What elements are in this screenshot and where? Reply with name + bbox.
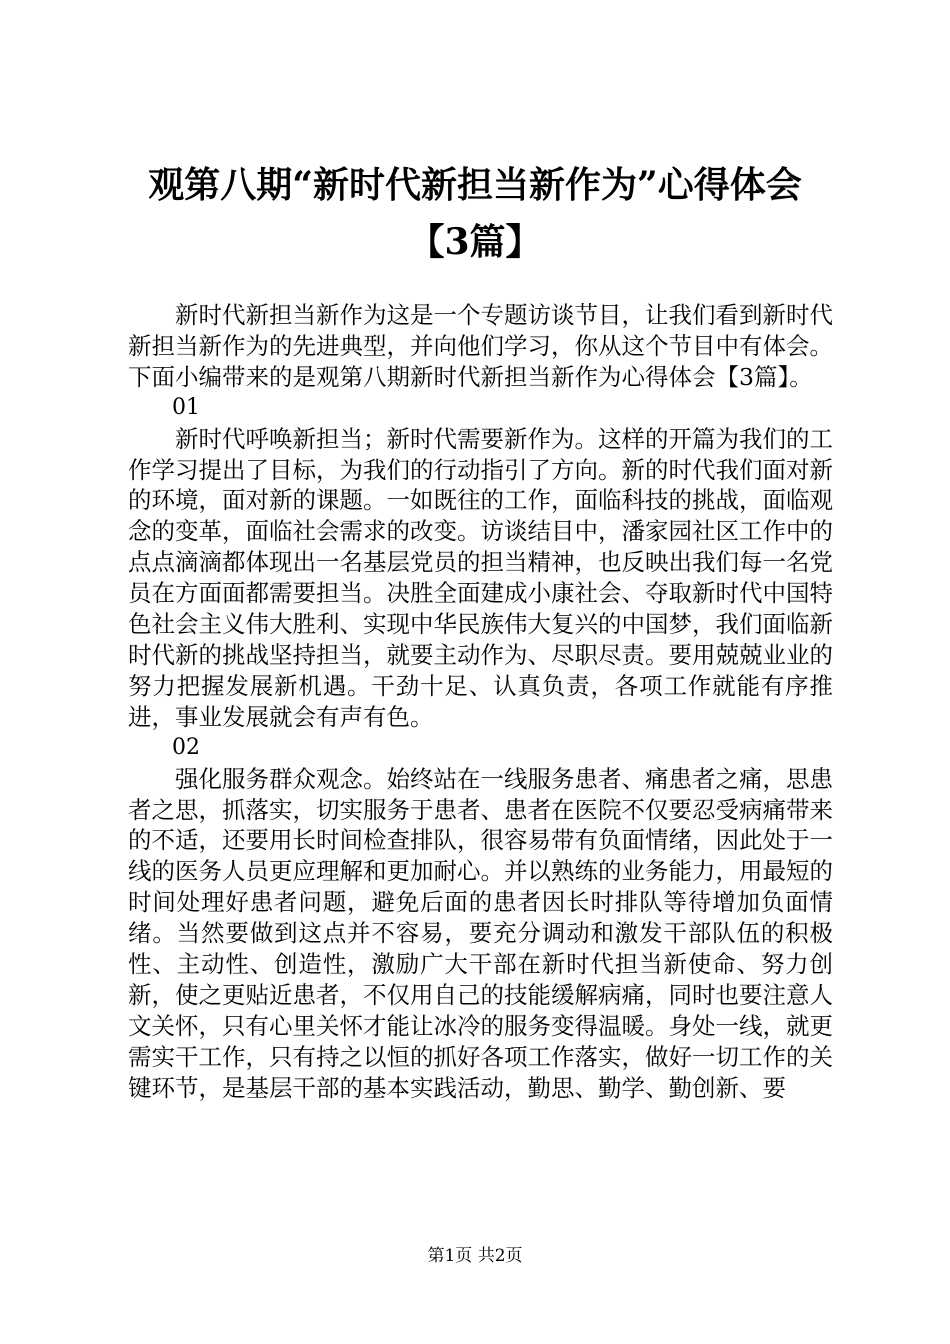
- section-number-02: 02: [172, 734, 200, 760]
- page-footer: [0, 1245, 950, 1267]
- section-02-paragraph: 强化服务群众观念。始终站在一线服务患者、痛患者之痛，思患者之思，抓落实，切实服务于患者、患者在医院不仅要忍受病痛带来的不适，还要用长时间检查排队，很容易带有负面情绪，因此处于一线的医务人员更应理解和更加耐心。并以熟练的业务能力，用最短的时间处理好患者问题，避免后面的患者因长时排队等待增加负面情绪。当然要做到这点并不容易，要充分调动和激发干部队伍的积极性、主动性、创造性，激励广大干部在新时代担当新使命、努力创新，使之更贴近患者，不仅用自己的技能缓解病痛，同时也要注意人文关怀，只有心里关怀才能让冰冷的服务变得温暖。身处一线，就更需实干工作，只有持之以恒的抓好各项工作落实，做好一切工作的关键环节，是基层干部的基本实践活动，勤思、勤学、勤创新、要: [128, 764, 833, 1102]
- page-total: 共2页: [477, 1246, 523, 1266]
- section-number-01: 01: [172, 394, 200, 420]
- page-title: 观第八期“新时代新担当新作为”心得体会: [148, 164, 802, 206]
- section-01-paragraph: 新时代呼唤新担当；新时代需要新作为。这样的开篇为我们的工作学习提出了目标，为我们的行动指引了方向。新的时代我们面对新的环境，面对新的课题。一如既往的工作，面临科技的挑战，面临观念的变革，面临社会需求的改变。访谈结目中，潘家园社区工作中的点点滴滴都体现出一名基层党员的担当精神，也反映出我们每一名党员在方面面都需要担当。决胜全面建成小康社会、夺取新时代中国特色社会主义伟大胜利、实现中华民族伟大复兴的中国梦，我们面临新时代新的挑战坚持担当，就要主动作为、尽职尽责。要用兢兢业业的努力把握发展新机遇。干劲十足、认真负责，各项工作就能有序推进，事业发展就会有声有色。: [128, 424, 833, 731]
- page-title-continued: 【3篇】: [408, 221, 542, 263]
- page-number: 第1页: [427, 1246, 473, 1266]
- intro-paragraph: 新时代新担当新作为这是一个专题访谈节目，让我们看到新时代新担当新作为的先进典型，并向他们学习，你从这个节目中有体会。下面小编带来的是观第八期新时代新担当新作为心得体会【3篇】。: [128, 301, 833, 391]
- document-body: [128, 300, 833, 1104]
